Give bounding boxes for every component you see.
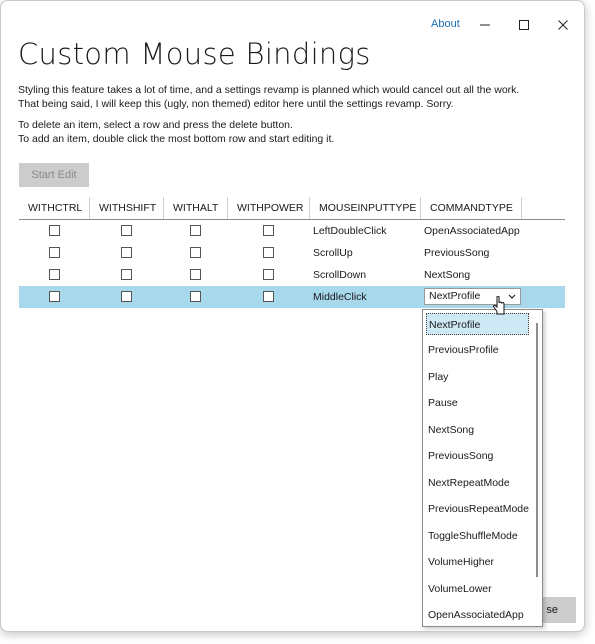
- chevron-down-icon: [508, 289, 516, 309]
- close-window-button[interactable]: [546, 11, 580, 39]
- withshift-checkbox[interactable]: [121, 225, 132, 236]
- table-row[interactable]: [19, 242, 565, 264]
- close-button[interactable]: se: [520, 597, 576, 623]
- column-header-withshift[interactable]: WITHSHIFT: [90, 197, 164, 219]
- command-type-select-value: NextProfile: [429, 290, 481, 302]
- dropdown-option[interactable]: ToggleShuffleMode: [428, 530, 518, 542]
- dropdown-option[interactable]: VolumeLower: [428, 583, 492, 595]
- table-row-selected[interactable]: [19, 286, 565, 308]
- close-icon: [557, 19, 569, 31]
- withshift-checkbox[interactable]: [121, 269, 132, 280]
- column-header-mouseinputtype[interactable]: MOUSEINPUTTYPE: [310, 197, 421, 219]
- withpower-checkbox[interactable]: [263, 291, 274, 302]
- instruction-line: To delete an item, select a row and press the delete button.: [18, 119, 293, 131]
- column-header-withctrl[interactable]: WITHCTRL: [19, 197, 90, 219]
- withctrl-checkbox[interactable]: [49, 247, 60, 258]
- withalt-checkbox[interactable]: [190, 225, 201, 236]
- mouse-input-cell[interactable]: ScrollUp: [313, 247, 353, 259]
- table-row[interactable]: [19, 264, 565, 286]
- dropdown-option[interactable]: NextRepeatMode: [428, 477, 510, 489]
- dropdown-option[interactable]: VolumeHigher: [428, 556, 494, 568]
- command-type-dropdown-list[interactable]: [422, 309, 543, 627]
- dropdown-option[interactable]: Play: [428, 371, 449, 383]
- mouse-input-cell[interactable]: ScrollDown: [313, 269, 367, 281]
- withpower-checkbox[interactable]: [263, 269, 274, 280]
- dropdown-option[interactable]: Pause: [428, 397, 458, 409]
- column-header-commandtype[interactable]: COMMANDTYPE: [421, 197, 522, 219]
- dropdown-scrollbar[interactable]: [536, 323, 538, 577]
- command-cell[interactable]: OpenAssociatedApp: [424, 225, 520, 237]
- mouse-input-cell[interactable]: LeftDoubleClick: [313, 225, 387, 237]
- withctrl-checkbox[interactable]: [49, 291, 60, 302]
- mouse-input-cell[interactable]: MiddleClick: [313, 291, 367, 303]
- command-cell[interactable]: PreviousSong: [424, 247, 490, 259]
- description-line: That being said, I will keep this (ugly, non themed) editor here until the settings revamp. Sorry.: [18, 98, 454, 110]
- dropdown-option[interactable]: PreviousSong: [428, 450, 494, 462]
- withpower-checkbox[interactable]: [263, 225, 274, 236]
- withalt-checkbox[interactable]: [190, 291, 201, 302]
- start-edit-button[interactable]: Start Edit: [19, 163, 89, 187]
- command-type-select[interactable]: [424, 288, 521, 305]
- withalt-checkbox[interactable]: [190, 247, 201, 258]
- dropdown-option[interactable]: PreviousRepeatMode: [428, 503, 529, 515]
- withalt-checkbox[interactable]: [190, 269, 201, 280]
- about-link[interactable]: About: [431, 18, 460, 30]
- bindings-grid: [19, 197, 565, 308]
- dropdown-option[interactable]: NextProfile: [426, 313, 529, 335]
- withctrl-checkbox[interactable]: [49, 225, 60, 236]
- withshift-checkbox[interactable]: [121, 291, 132, 302]
- instruction-line: To add an item, double click the most bottom row and start editing it.: [18, 133, 335, 145]
- column-header-withalt[interactable]: WITHALT: [164, 197, 228, 219]
- dropdown-option[interactable]: NextSong: [428, 424, 475, 436]
- withshift-checkbox[interactable]: [121, 247, 132, 258]
- dropdown-option[interactable]: PreviousProfile: [428, 344, 499, 356]
- table-row[interactable]: [19, 220, 565, 242]
- description-line: Styling this feature takes a lot of time, and a settings revamp is planned which would cancel out all the work.: [18, 84, 520, 96]
- withctrl-checkbox[interactable]: [49, 269, 60, 280]
- maximize-icon: [518, 19, 530, 31]
- minimize-button[interactable]: [468, 11, 502, 39]
- mouse-cursor-icon: [492, 296, 506, 321]
- column-header-withpower[interactable]: WITHPOWER: [228, 197, 310, 219]
- grid-header: [19, 197, 565, 220]
- page-title: Custom Mouse Bindings: [18, 37, 371, 71]
- withpower-checkbox[interactable]: [263, 247, 274, 258]
- dropdown-option[interactable]: OpenAssociatedApp: [428, 609, 524, 621]
- title-bar: [1, 1, 584, 41]
- minimize-icon: [479, 19, 491, 31]
- maximize-button[interactable]: [507, 11, 541, 39]
- command-cell[interactable]: NextSong: [424, 269, 471, 281]
